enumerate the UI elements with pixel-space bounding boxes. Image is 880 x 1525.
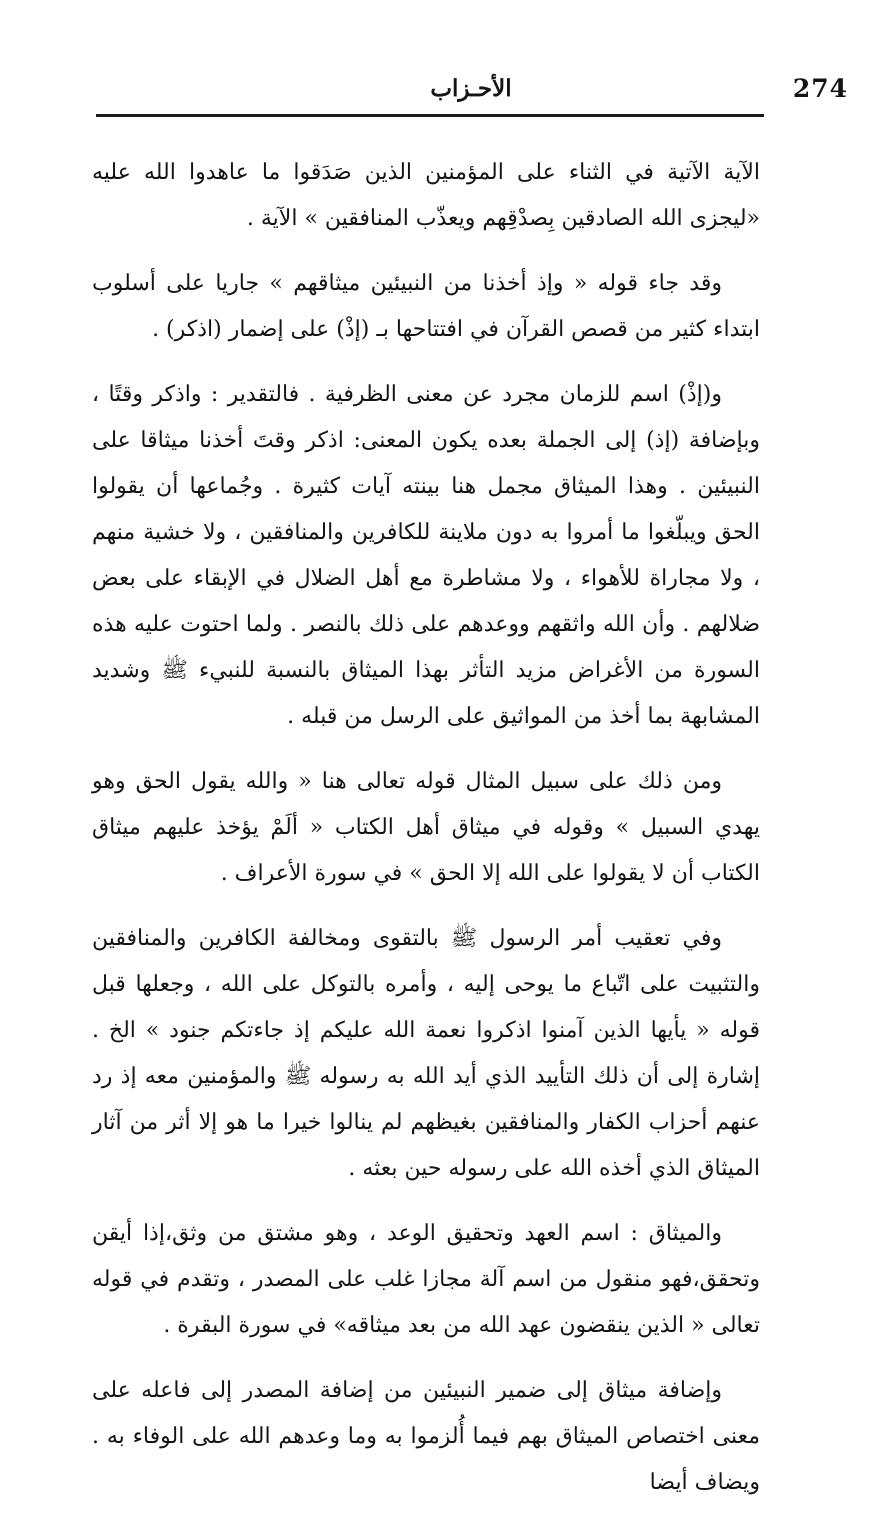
- paragraph-2: وقد جاء قوله « وإذ أخذنا من النبيئين ميثاقهم » جاريا على أسلوب ابتداء كثير من قصص القرآن في افتتاحها بـ (إذْ) على إضمار (اذكر) .: [92, 271, 760, 342]
- page-body: [92, 150, 760, 1525]
- paragraph-3: و(إذْ) اسم للزمان مجرد عن معنى الظرفية . فالتقدير : واذكر وقتًا ، وبإضافة (إذ) إلى الجملة بعده يكون المعنى: اذكر وقتَ أخذنا ميثاقا على النبيئين . وهذا الميثاق مجمل هنا بينته آيات كثيرة . وجُماعها أن يقولوا الحق ويبلّغوا ما أمروا به دون ملاينة للكافرين والمنافقين ، ولا خشية منهم ، ولا مجاراة للأهواء ، ولا مشاطرة مع أهل الضلال في الإبقاء على بعض ضلالهم . وأن الله واثقهم ووعدهم على ذلك بالنصر . ولما احتوت عليه هذه السورة من الأغراض مزيد التأثر بهذا الميثاق بالنسبة للنبيء ﷺ وشديد المشابهة بما أخذ من المواثيق على الرسل من قبله .: [92, 382, 761, 729]
- page-number: 274: [792, 74, 848, 103]
- paragraph-5: وفي تعقيب أمر الرسول ﷺ بالتقوى ومخالفة الكافرين والمنافقين والتثبيت على اتّباع ما يوحى إليه ، وأمره بالتوكل على الله ، وجعلها قبل قوله « يأيها الذين آمنوا اذكروا نعمة الله عليكم إذ جاءتكم جنود » الخ . إشارة إلى أن ذلك التأييد الذي أيد الله به رسوله ﷺ والمؤمنين معه إذ رد عنهم أحزاب الكفار والمنافقين بغيظهم لم ينالوا خيرا ما هو إلا أثر من آثار الميثاق الذي أخذه الله على رسوله حين بعثه .: [92, 926, 760, 1181]
- paragraph-4: ومن ذلك على سبيل المثال قوله تعالى هنا « والله يقول الحق وهو يهدي السبيل » وقوله في ميثاق أهل الكتاب « ألَمْ يؤخذ عليهم ميثاق الكتاب أن لا يقولوا على الله إلا الحق » في سورة الأعراف .: [92, 769, 760, 886]
- paragraph-6: والميثاق : اسم العهد وتحقيق الوعد ، وهو مشتق من وثق،إذا أيقن وتحقق،فهو منقول من اسم آلة مجازا غلب على المصدر ، وتقدم في قوله تعالى « الذين ينقضون عهد الله من بعد ميثاقه» في سورة البقرة .: [92, 1221, 760, 1338]
- paragraph-1: الآية الآتية في الثناء على المؤمنين الذين صَدَقوا ما عاهدوا الله عليه «ليجزى الله الصادقين بِصدْقِهم ويعذّب المنافقين » الآية .: [92, 160, 760, 231]
- running-title: الأحـزاب: [430, 75, 512, 102]
- header-rule: [96, 114, 764, 117]
- page-header: [96, 66, 848, 110]
- paragraph-7: وإضافة ميثاق إلى ضمير النبيئين من إضافة المصدر إلى فاعله على معنى اختصاص الميثاق بهم فيما أُلزموا به وما وعدهم الله على الوفاء به . ويضاف أيضا: [92, 1378, 760, 1495]
